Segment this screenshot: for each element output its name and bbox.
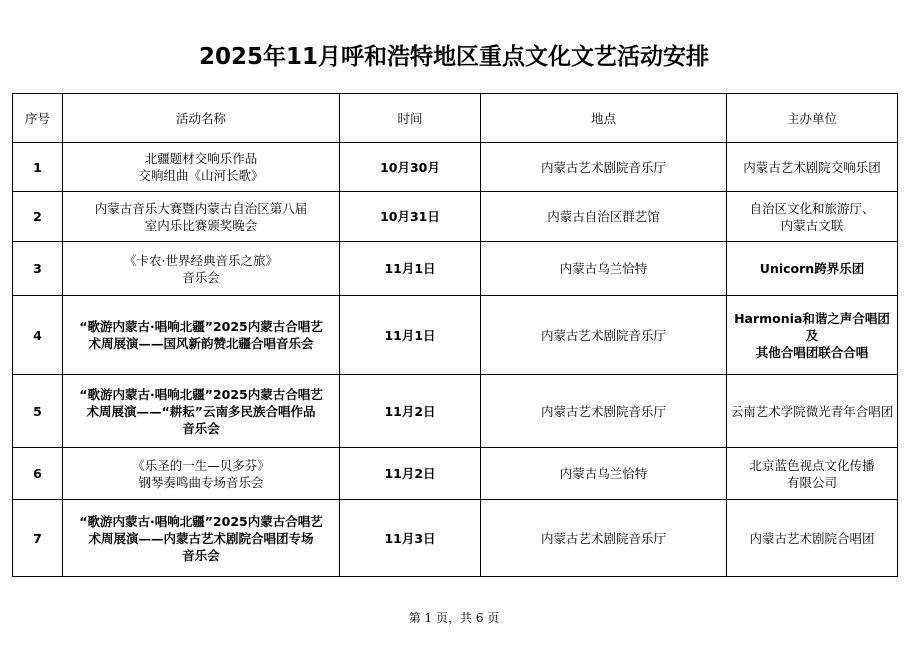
row-index: 6 [13,448,63,500]
activity-time: 10月31日 [340,192,481,242]
table-row [13,375,898,448]
activity-time: 11月2日 [340,448,481,500]
activity-venue: 内蒙古艺术剧院音乐厅 [481,375,727,448]
activity-name-line: 《卡农·世界经典音乐之旅》 [124,252,278,268]
activity-name [63,375,340,448]
header-venue: 地点 [481,94,727,143]
organizer-line: 内蒙古艺术剧院合唱团 [749,530,875,546]
activity-name-line: “歌游内蒙古·唱响北疆”2025内蒙古合唱艺 [79,386,323,402]
header-index: 序号 [13,94,63,143]
activity-name-line: 室内乐比赛颁奖晚会 [144,217,258,233]
activity-name-line: 内蒙古音乐大赛暨内蒙古自治区第八届 [94,200,308,216]
activity-venue: 内蒙古艺术剧院音乐厅 [481,296,727,375]
activity-organizer [727,500,898,577]
activity-organizer [727,296,898,375]
table-row [13,296,898,375]
organizer-line: 北京蓝色视点文化传播 [749,457,875,473]
table-row [13,192,898,242]
activity-venue: 内蒙古乌兰恰特 [481,242,727,296]
activity-name-line: 交响组曲《山河长歌》 [138,168,264,183]
activity-name [63,192,340,242]
activity-name [63,500,340,577]
row-index: 1 [13,143,63,192]
organizer-line: 云南艺术学院微光青年合唱团 [730,403,894,419]
document-title: 2025年11月呼和浩特地区重点文化文艺活动安排 [198,44,710,70]
activity-schedule-table [12,93,898,577]
row-index: 2 [13,192,63,242]
header-time: 时间 [340,94,481,143]
activity-name-line: “歌游内蒙古·唱响北疆”2025内蒙古合唱艺 [79,513,323,529]
table-row [13,448,898,500]
organizer-line: Harmonia和谐之声合唱团及 [734,310,890,343]
activity-organizer [727,192,898,242]
header-activity-name: 活动名称 [63,94,340,143]
table-row [13,500,898,577]
activity-organizer [727,242,898,296]
activity-name-line: 术周展演——内蒙古艺术剧院合唱团专场 [88,530,314,546]
organizer-line: Unicorn跨界乐团 [759,261,865,276]
activity-organizer [727,448,898,500]
activity-name-line: 音乐会 [182,269,220,285]
activity-time: 11月3日 [340,500,481,577]
activity-name [63,448,340,500]
activity-name-line: 《乐圣的一生—贝多芬》 [132,457,270,473]
organizer-line: 内蒙古艺术剧院交响乐团 [743,159,881,175]
activity-name [63,143,340,192]
table-row [13,242,898,296]
row-index: 5 [13,375,63,448]
organizer-line: 内蒙古文联 [780,217,844,233]
activity-name [63,242,340,296]
activity-time: 11月2日 [340,375,481,448]
activity-name-line: “歌游内蒙古·唱响北疆”2025内蒙古合唱艺 [79,319,323,334]
activity-time: 10月30月 [340,143,481,192]
activity-time: 11月1日 [340,296,481,375]
row-index: 3 [13,242,63,296]
activity-name-line: 术周展演——“耕耘”云南多民族合唱作品 [86,403,316,419]
row-index: 4 [13,296,63,375]
activity-venue: 内蒙古艺术剧院音乐厅 [481,143,727,192]
activity-name-line: 音乐会 [182,420,220,436]
page-number-footer: 第 1 页，共 6 页 [408,611,500,625]
activity-name [63,296,340,375]
activity-organizer [727,375,898,448]
organizer-line: 其他合唱团联合合唱 [755,344,869,360]
row-index: 7 [13,500,63,577]
activity-name-line: 钢琴奏鸣曲专场音乐会 [138,474,264,490]
table-row [13,143,898,192]
header-organizer: 主办单位 [727,94,898,143]
activity-venue: 内蒙古自治区群艺馆 [481,192,727,242]
activity-name-line: 音乐会 [182,547,220,563]
activity-name-line: 术周展演——国风新韵赞北疆合唱音乐会 [88,336,314,351]
organizer-line: 有限公司 [786,474,837,490]
organizer-line: 自治区文化和旅游厅、 [749,200,875,216]
activity-organizer [727,143,898,192]
table-header-row [13,94,898,143]
activity-time: 11月1日 [340,242,481,296]
activity-venue: 内蒙古乌兰恰特 [481,448,727,500]
activity-venue: 内蒙古艺术剧院音乐厅 [481,500,727,577]
activity-name-line: 北疆题材交响乐作品 [144,151,258,166]
